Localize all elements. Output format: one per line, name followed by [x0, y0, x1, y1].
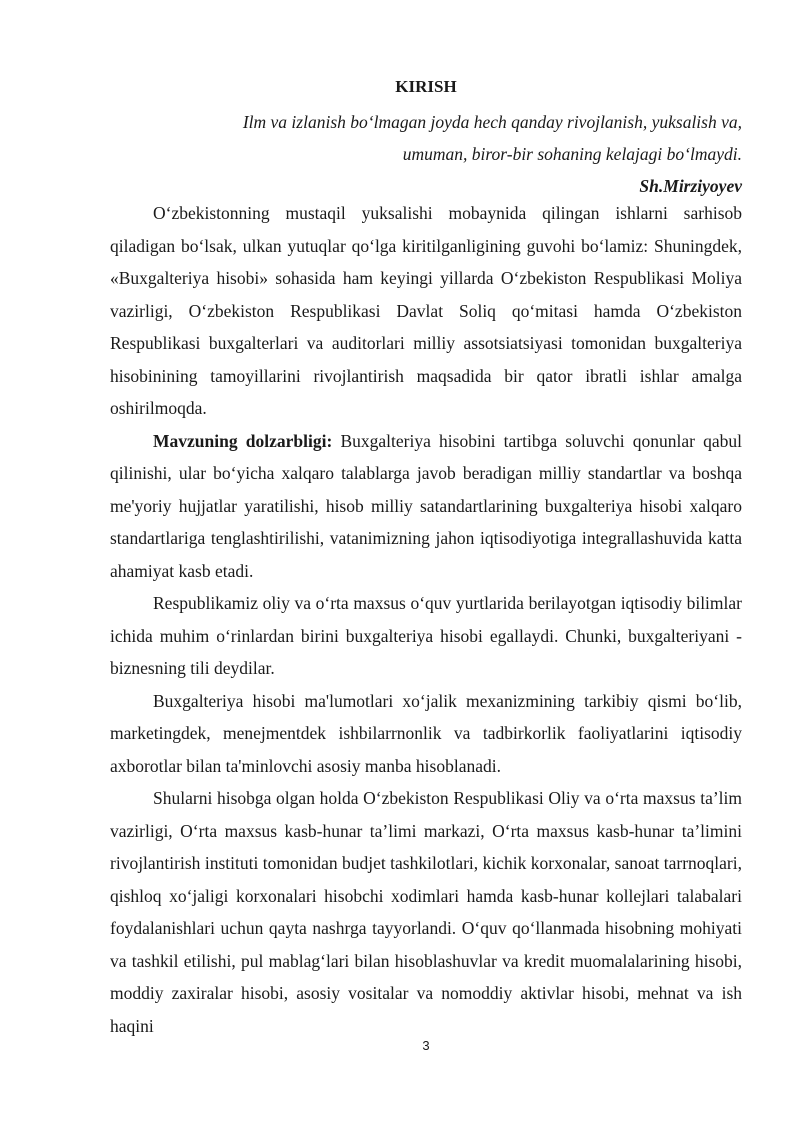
epigraph-line-2: umuman, biror-bir sohaning kelajagi boʻlmaydi.: [402, 144, 742, 164]
paragraph-4: [110, 685, 742, 783]
paragraph-2: [110, 425, 742, 588]
body-text: [110, 197, 742, 1042]
paragraph-1: [110, 197, 742, 425]
epigraph: [110, 106, 742, 202]
epigraph-line-1: Ilm va izlanish boʻlmagan joyda hech qanday rivojlanish, yuksalish va,: [242, 112, 742, 132]
paragraph-2-text: Buxgalteriya hisobini tartibga soluvchi qonunlar qabul qilinishi, ular bo‘yicha xalqaro talablarga javob beradigan milliy standartlar va boshqa me'yoriy hujjatlar yaratilishi, hisob milliy satandartlarining buxgalteriya hisobi xalqaro standartlariga tenglashtirilishi, vatanimizning jahon iqtisodiyotiga integrallashuvida katta ahamiyat kasb etadi.: [110, 430, 743, 581]
paragraph-3: [110, 587, 742, 685]
paragraph-5: [110, 782, 742, 1042]
paragraph-1-text: O‘zbekistonning mustaqil yuksalishi mobaynida qilingan ishlarni sarhisob qiladigan bo‘lsak, ulkan yutuqlar qo‘lga kiritilganligining guvohi bo‘lamiz: Shuningdek, «Buxgalteriya hisobi» sohasida ham keyingi yillarda O‘zbekiston Respublikasi Moliya vazirligi, O‘zbekiston Respublikasi Davlat Soliq qo‘mitasi hamda O‘zbekiston Respublikasi buxgalterlari va auditorlari milliy assotsiatsiyasi tomonidan buxgalteriya hisobinining tamoyillarini rivojlantirish maqsadida bir qator ibratli ishlar amalga oshirilmoqda.: [110, 203, 742, 418]
paragraph-4-text: Buxgalteriya hisobi ma'lumotlari xo‘jalik mexanizmining tarkibiy qismi bo‘lib, marketingdek, menejmentdek ishbilarrnonlik va tadbirkorlik faoliyatlarini iqtisodiy axborotlar bilan ta'minlovchi asosiy manba hisoblanadi.: [110, 690, 742, 776]
paragraph-3-text: Respublikamiz oliy va o‘rta maxsus o‘quv yurtlarida berilayotgan iqtisodiy bilimlar ichida muhim o‘rinlardan birini buxgalteriya hisobi egallaydi. Chunki, buxgalteriyani - biznesning tili deydilar.: [110, 593, 742, 678]
paragraph-5-text: Shularni hisobga olgan holda O‘zbekiston Respublikasi Oliy va o‘rta maxsus ta’lim vazirligi, O‘rta maxsus kasb-hunar ta’limi markazi, O‘rta maxsus kasb-hunar ta’limini rivojlantirish instituti tomonidan budjet tashkilotlari, kichik korxonalar, sanoat tarrnoqlari, qishloq xo‘jaligi korxonalari hisobchi xodimlari hamda kasb-hunar kollejlari talabalari foydalanishlari uchun qayta nashrga tayyorlandi. O‘quv qo‘llanmada hisobning mohiyati va tashkil etilishi, pul mablag‘lari bilan hisoblashuvlar va kredit muomalalarining hisobi, moddiy zaxiralar hisobi, asosiy vositalar va nomoddiy aktivlar hisobi, mehnat va ish haqini: [110, 788, 742, 1036]
page-number: 3: [422, 1038, 430, 1053]
page-title: KIRISH: [395, 77, 457, 96]
document-page: [110, 0, 742, 1131]
paragraph-2-lead: Mavzuning dolzarbligi:: [153, 430, 333, 451]
epigraph-author: Sh.Mirziyoyev: [639, 176, 742, 196]
